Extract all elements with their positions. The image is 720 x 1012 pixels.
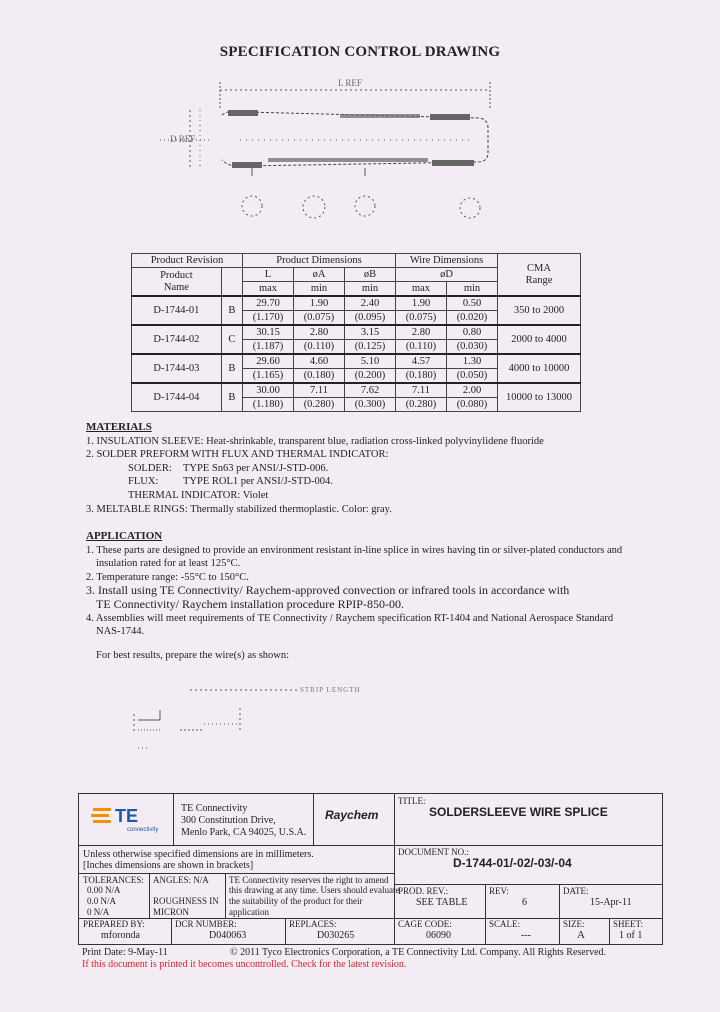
te-logo: [91, 802, 171, 834]
th-d-max: max: [396, 282, 447, 297]
prod-rev-value: SEE TABLE: [416, 897, 468, 908]
cell-product-name: D-1744-02: [132, 325, 222, 354]
cell-value: 2.40: [345, 296, 396, 311]
cell-value: 4.57: [396, 354, 447, 369]
te-logo-sub: connectivity: [127, 827, 159, 833]
cell-value-inches: (0.030): [447, 340, 498, 355]
cell-value-inches: (1.180): [243, 398, 294, 412]
cell-value: 29.70: [243, 296, 294, 311]
th-b-sub: min: [345, 282, 396, 297]
size-value: A: [577, 929, 585, 941]
doc-number: D-1744-01/-02/-03/-04: [453, 856, 572, 870]
uncontrolled-warning: If this document is printed it becomes uncontrolled. Check for the latest revision.: [82, 959, 407, 970]
application-line: NAS-1744.: [96, 626, 145, 638]
materials-line: 1. INSULATION SLEEVE: Heat-shrinkable, transparent blue, radiation cross-linked polyvinylidene fluoride: [86, 435, 544, 447]
company-name: TE Connectivity: [181, 803, 248, 814]
application-line: 2. Temperature range: -55°C to 150°C.: [86, 571, 249, 583]
cell-value-inches: (1.187): [243, 340, 294, 355]
tolerances-label: TOLERANCES:: [83, 875, 144, 885]
cell-value-inches: (1.165): [243, 369, 294, 384]
application-line: 1. These parts are designed to provide an environment resistant in-line splice in wires having tin or silver-plated conductors and: [86, 544, 623, 556]
cell-cma-range: 2000 to 4000: [498, 325, 581, 354]
cell-value: 30.15: [243, 325, 294, 340]
rights-note: the suitability of the product for their: [229, 896, 363, 906]
application-line: 4. Assemblies will meet requirements of TE Connectivity / Raychem specification RT-1404 and National Aerospace Standard: [86, 612, 614, 624]
cell-value: 3.15: [345, 325, 396, 340]
th-product-dimensions: Product Dimensions: [243, 254, 396, 268]
th-product-revision: Product Revision: [132, 254, 243, 268]
te-logo-text: TE: [115, 806, 139, 826]
cell-cma-range: 10000 to 13000: [498, 383, 581, 412]
application-section: [86, 530, 686, 662]
th-cma: CMA Range: [498, 254, 581, 297]
wire-strip-drawing: [120, 684, 380, 756]
cell-value: 2.80: [396, 325, 447, 340]
application-line: insulation rated for at least 125°C.: [96, 558, 241, 570]
sheet-label: SHEET:: [613, 919, 644, 929]
materials-line: SOLDER: TYPE Sn63 per ANSI/J-STD-006.: [128, 462, 329, 474]
title-block: [78, 793, 663, 945]
cage-label: CAGE CODE:: [398, 919, 452, 929]
rev-value: 6: [522, 897, 527, 908]
units-note-2: [Inches dimensions are shown in brackets]: [83, 860, 254, 871]
cage-value: 06090: [426, 930, 451, 941]
cell-value: 29.60: [243, 354, 294, 369]
dcr-value: D040063: [209, 930, 247, 941]
cell-revision: B: [221, 354, 242, 383]
replaces-value: D030265: [317, 930, 355, 941]
cell-value-inches: (0.020): [447, 311, 498, 326]
materials-line: 2. SOLDER PREFORM WITH FLUX AND THERMAL INDICATOR:: [86, 449, 389, 461]
cell-value-inches: (1.170): [243, 311, 294, 326]
cell-value-inches: (0.300): [345, 398, 396, 412]
date-label: DATE:: [563, 886, 589, 896]
cell-value: 1.90: [294, 296, 345, 311]
cell-value-inches: (0.095): [345, 311, 396, 326]
cell-product-name: D-1744-04: [132, 383, 222, 412]
th-d: øD: [396, 268, 498, 282]
tolerance-value: 0 N/A: [87, 907, 110, 917]
rights-note: this drawing at any time. Users should evaluate: [229, 885, 400, 895]
cell-value: 30.00: [243, 383, 294, 398]
doc-title: SOLDERSLEEVE WIRE SPLICE: [429, 805, 608, 819]
table-row: [132, 296, 581, 311]
cell-value-inches: (0.200): [345, 369, 396, 384]
cell-value: 1.90: [396, 296, 447, 311]
dcr-label: DCR NUMBER:: [175, 919, 237, 929]
scale-label: SCALE:: [489, 919, 521, 929]
application-line: TE Connectivity/ Raychem installation procedure RPIP-850-00.: [96, 596, 404, 611]
cell-revision: C: [221, 325, 242, 354]
cell-value-inches: (0.125): [345, 340, 396, 355]
materials-heading: MATERIALS: [86, 421, 152, 433]
cell-value-inches: (0.180): [294, 369, 345, 384]
materials-line: FLUX: TYPE ROL1 per ANSI/J-STD-004.: [128, 476, 333, 488]
th-l-sub: max: [243, 282, 294, 297]
materials-line: 3. MELTABLE RINGS: Thermally stabilized thermoplastic. Color: gray.: [86, 503, 392, 515]
title-label: TITLE:: [398, 796, 426, 806]
table-row: [132, 354, 581, 369]
dim-label-l: L REF: [338, 78, 362, 88]
table-row: [132, 325, 581, 340]
roughness-unit: MICRON: [153, 907, 190, 917]
splice-drawing: [0, 70, 720, 230]
table-row: [132, 383, 581, 398]
cell-value: 0.50: [447, 296, 498, 311]
cell-cma-range: 350 to 2000: [498, 296, 581, 325]
application-heading: APPLICATION: [86, 530, 163, 542]
cell-value: 5.10: [345, 354, 396, 369]
prod-rev-label: PROD. REV.:: [398, 886, 449, 896]
cell-value-inches: (0.110): [294, 340, 345, 355]
rev-label: REV:: [489, 886, 509, 896]
cell-value: 2.80: [294, 325, 345, 340]
cell-value-inches: (0.050): [447, 369, 498, 384]
angles-label: ANGLES: N/A: [153, 875, 209, 885]
th-l: L: [243, 268, 294, 282]
cell-product-name: D-1744-01: [132, 296, 222, 325]
th-wire-dimensions: Wire Dimensions: [396, 254, 498, 268]
rights-note: TE Connectivity reserves the right to amend: [229, 875, 389, 885]
tolerance-value: 0.0 N/A: [87, 896, 116, 906]
units-note-1: Unless otherwise specified dimensions are in millimeters.: [83, 849, 314, 860]
prepared-by-value: mforonda: [101, 930, 140, 941]
company-addr2: Menlo Park, CA 94025, U.S.A.: [181, 827, 307, 838]
cell-value-inches: (0.110): [396, 340, 447, 355]
cell-value: 4.60: [294, 354, 345, 369]
date-value: 15-Apr-11: [590, 897, 632, 908]
rights-note: application: [229, 907, 269, 917]
th-d-min: min: [447, 282, 498, 297]
cell-value: 2.00: [447, 383, 498, 398]
materials-section: [86, 421, 686, 516]
cell-cma-range: 4000 to 10000: [498, 354, 581, 383]
print-date: Print Date: 9-May-11: [82, 947, 168, 958]
cell-value: 1.30: [447, 354, 498, 369]
tolerance-value: 0.00 N/A: [87, 885, 121, 895]
copyright: © 2011 Tyco Electronics Corporation, a TE Connectivity Ltd. Company. All Rights Reserved.: [230, 947, 607, 958]
th-b: øB: [345, 268, 396, 282]
th-product-name: Product Name: [132, 268, 222, 297]
cell-value-inches: (0.075): [396, 311, 447, 326]
cell-revision: B: [221, 296, 242, 325]
application-line: 3. Install using TE Connectivity/ Raychem-approved convection or infrared tools in accordance with: [86, 583, 570, 598]
replaces-label: REPLACES:: [289, 919, 337, 929]
cell-value: 7.62: [345, 383, 396, 398]
cell-value-inches: (0.280): [294, 398, 345, 412]
raychem-logo: Raychem: [325, 808, 379, 822]
cell-value-inches: (0.080): [447, 398, 498, 412]
cell-product-name: D-1744-03: [132, 354, 222, 383]
doc-no-label: DOCUMENT NO.:: [398, 847, 469, 857]
spec-table: [131, 253, 581, 412]
sheet-value: 1 of 1: [619, 930, 643, 941]
cell-value: 7.11: [294, 383, 345, 398]
dim-label-d: D REF: [170, 134, 196, 144]
prepared-by-label: PREPARED BY:: [83, 919, 145, 929]
cell-revision: B: [221, 383, 242, 412]
th-a-sub: min: [294, 282, 345, 297]
strip-length-label: STRIP LENGTH: [300, 686, 361, 694]
scale-value: ---: [521, 930, 531, 941]
page-title: SPECIFICATION CONTROL DRAWING: [219, 44, 501, 60]
cell-value-inches: (0.280): [396, 398, 447, 412]
cell-value-inches: (0.075): [294, 311, 345, 326]
materials-line: THERMAL INDICATOR: Violet: [128, 489, 269, 501]
cell-value: 7.11: [396, 383, 447, 398]
company-addr1: 300 Constitution Drive,: [181, 815, 276, 826]
th-a: øA: [294, 268, 345, 282]
application-line: For best results, prepare the wire(s) as shown:: [96, 649, 290, 661]
cell-value-inches: (0.180): [396, 369, 447, 384]
size-label: SIZE:: [563, 919, 585, 929]
cell-value: 0.80: [447, 325, 498, 340]
roughness-label: ROUGHNESS IN: [153, 896, 219, 906]
